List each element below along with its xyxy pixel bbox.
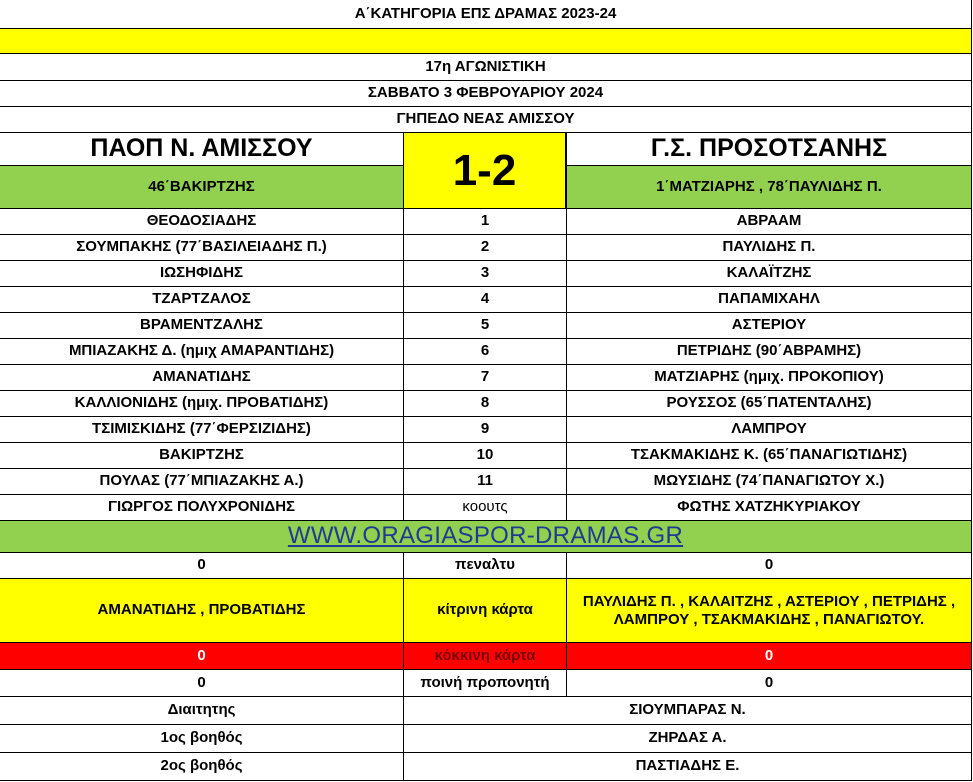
shirt-number: 4 bbox=[403, 287, 566, 312]
teams-block bbox=[0, 132, 971, 208]
lineup-row bbox=[0, 364, 971, 390]
official-role: 2ος βοηθός bbox=[160, 757, 243, 775]
away-coach: ΦΩΤΗΣ ΧΑΤΖΗΚΥΡΙΑΚΟΥ bbox=[566, 495, 971, 520]
home-player: ΑΜΑΝΑΤΙΔΗΣ bbox=[152, 368, 251, 386]
lineup-row bbox=[0, 416, 971, 442]
lineup-row bbox=[0, 338, 971, 364]
lineup-row bbox=[0, 468, 971, 494]
home-yellow-cards: ΑΜΑΝΑΤΙΔΗΣ , ΠΡΟΒΑΤΙΔΗΣ bbox=[97, 601, 306, 619]
penalty-row bbox=[0, 552, 971, 578]
lineup-row bbox=[0, 390, 971, 416]
official-name: ΖΗΡΔΑΣ Α. bbox=[403, 725, 971, 752]
home-player: ΠΟΥΛΑΣ (77΄ΜΠΙΑΖΑΚΗΣ Α.) bbox=[99, 472, 304, 490]
shirt-number: 10 bbox=[403, 443, 566, 468]
competition-row bbox=[0, 0, 971, 28]
yellow-card-label: κίτρινη κάρτα bbox=[403, 579, 566, 642]
home-player: ΤΖΑΡΤΖΑΛΟΣ bbox=[152, 290, 251, 308]
away-red-cards: 0 bbox=[566, 643, 971, 669]
official-name: ΠΑΣΤΙΑΔΗΣ Ε. bbox=[403, 753, 971, 780]
official-row bbox=[0, 724, 971, 752]
lineup-row bbox=[0, 234, 971, 260]
official-role: 1ος βοηθός bbox=[160, 729, 243, 747]
coach-penalty-row bbox=[0, 669, 971, 696]
home-coach-penalty: 0 bbox=[197, 673, 206, 691]
shirt-number: 3 bbox=[403, 261, 566, 286]
home-player: ΣΟΥΜΠΑΚΗΣ (77΄ΒΑΣΙΛΕΙΑΔΗΣ Π.) bbox=[76, 238, 327, 256]
official-role: Διαιτητης bbox=[167, 701, 236, 719]
home-coach: ΓΙΩΡΓΟΣ ΠΟΛΥΧΡΟΝΙΔΗΣ bbox=[107, 498, 296, 516]
lineup-row bbox=[0, 260, 971, 286]
shirt-number: 7 bbox=[403, 365, 566, 390]
lineup-row bbox=[0, 208, 971, 234]
red-card-label: κόκκινη κάρτα bbox=[403, 643, 566, 669]
away-player: ΠΕΤΡΙΔΗΣ (90΄ΑΒΡΑΜΗΣ) bbox=[566, 339, 971, 364]
matchday: 17η ΑΓΩΝΙΣΤΙΚΗ bbox=[425, 57, 546, 75]
official-row bbox=[0, 752, 971, 780]
home-player: ΒΡΑΜΕΝΤΖΑΛΗΣ bbox=[140, 316, 263, 334]
lineup-row bbox=[0, 286, 971, 312]
home-penalties: 0 bbox=[197, 556, 206, 574]
away-yellow-cards: ΠΑΥΛΙΔΗΣ Π. , ΚΑΛΑΙΤΖΗΣ , ΑΣΤΕΡΙΟΥ , ΠΕΤΡΙΔΗΣ , ΛΑΜΠΡΟΥ , ΤΣΑΚΜΑΚΙΔΗΣ , ΠΑΝΑΓΙΩΤΟΥ. bbox=[566, 579, 971, 642]
away-player: ΚΑΛΑΪΤΖΗΣ bbox=[566, 261, 971, 286]
away-team: Γ.Σ. ΠΡΟΣΟΤΣΑΝΗΣ bbox=[566, 133, 971, 165]
website-link[interactable]: WWW.ORAGIASPOR-DRAMAS.GR bbox=[287, 522, 684, 550]
away-player: ΜΑΤΖΙΑΡΗΣ (ημιχ. ΠΡΟΚΟΠΙΟΥ) bbox=[566, 365, 971, 390]
home-red-cards: 0 bbox=[197, 646, 206, 664]
coaches-row bbox=[0, 494, 971, 520]
away-player: ΠΑΠΑΜΙΧΑΗΛ bbox=[566, 287, 971, 312]
home-player: ΜΠΙΑΖΑΚΗΣ Δ. (ημιχ ΑΜΑΡΑΝΤΙΔΗΣ) bbox=[68, 342, 335, 360]
venue: ΓΗΠΕΔΟ ΝΕΑΣ ΑΜΙΣΣΟΥ bbox=[396, 110, 575, 128]
coach-label: κοουτς bbox=[403, 495, 566, 520]
away-player: ΡΟΥΣΣΟΣ (65΄ΠΑΤΕΝΤΑΛΗΣ) bbox=[566, 391, 971, 416]
website-banner bbox=[0, 520, 971, 552]
shirt-number: 1 bbox=[403, 209, 566, 234]
home-team: ΠΑΟΠ Ν. ΑΜΙΣΣΟΥ bbox=[90, 134, 313, 163]
home-scorers: 46΄ΒΑΚΙΡΤΖΗΣ bbox=[0, 165, 403, 209]
competition-title: Α΄ΚΑΤΗΓΟΡΙΑ ΕΠΣ ΔΡΑΜΑΣ 2023-24 bbox=[354, 4, 617, 22]
home-player: ΚΑΛΛΙΟΝΙΔΗΣ (ημιχ. ΠΡΟΒΑΤΙΔΗΣ) bbox=[74, 394, 329, 412]
shirt-number: 6 bbox=[403, 339, 566, 364]
home-player: ΒΑΚΙΡΤΖΗΣ bbox=[159, 446, 244, 464]
home-player: ΤΣΙΜΙΣΚΙΔΗΣ (77΄ΦΕΡΣΙΖΙΔΗΣ) bbox=[92, 420, 311, 438]
home-player: ΙΩΣΗΦΙΔΗΣ bbox=[159, 264, 244, 282]
final-score: 1-2 bbox=[403, 133, 566, 209]
shirt-number: 8 bbox=[403, 391, 566, 416]
shirt-number: 11 bbox=[403, 469, 566, 494]
shirt-number: 2 bbox=[403, 235, 566, 260]
matchday-row bbox=[0, 53, 971, 80]
match-date: ΣΑΒΒΑΤΟ 3 ΦΕΒΡΟΥΑΡΙΟΥ 2024 bbox=[367, 84, 604, 102]
away-player: ΛΑΜΠΡΟΥ bbox=[566, 417, 971, 442]
lineup-row bbox=[0, 312, 971, 338]
away-player: ΜΩΥΣΙΔΗΣ (74΄ΠΑΝΑΓΙΩΤΟΥ Χ.) bbox=[566, 469, 971, 494]
penalty-label: πεναλτυ bbox=[403, 553, 566, 578]
shirt-number: 5 bbox=[403, 313, 566, 338]
away-scorers: 1΄ΜΑΤΖΙΑΡΗΣ , 78΄ΠΑΥΛΙΔΗΣ Π. bbox=[566, 165, 971, 209]
date-row bbox=[0, 80, 971, 106]
away-player: ΑΒΡΑΑΜ bbox=[566, 209, 971, 234]
away-player: ΤΣΑΚΜΑΚΙΔΗΣ Κ. (65΄ΠΑΝΑΓΙΩΤΙΔΗΣ) bbox=[566, 443, 971, 468]
red-card-row bbox=[0, 642, 971, 669]
away-player: ΑΣΤΕΡΙΟΥ bbox=[566, 313, 971, 338]
away-penalties: 0 bbox=[566, 553, 971, 578]
venue-row bbox=[0, 106, 971, 132]
official-name: ΣΙΟΥΜΠΑΡΑΣ Ν. bbox=[403, 697, 971, 724]
home-player: ΘΕΟΔΟΣΙΑΔΗΣ bbox=[146, 212, 257, 230]
official-row bbox=[0, 696, 971, 724]
yellow-band bbox=[0, 28, 971, 53]
away-player: ΠΑΥΛΙΔΗΣ Π. bbox=[566, 235, 971, 260]
yellow-card-row bbox=[0, 578, 971, 642]
coach-penalty-label: ποινή προπονητή bbox=[403, 670, 566, 696]
shirt-number: 9 bbox=[403, 417, 566, 442]
lineup-row bbox=[0, 442, 971, 468]
away-coach-penalty: 0 bbox=[566, 670, 971, 696]
